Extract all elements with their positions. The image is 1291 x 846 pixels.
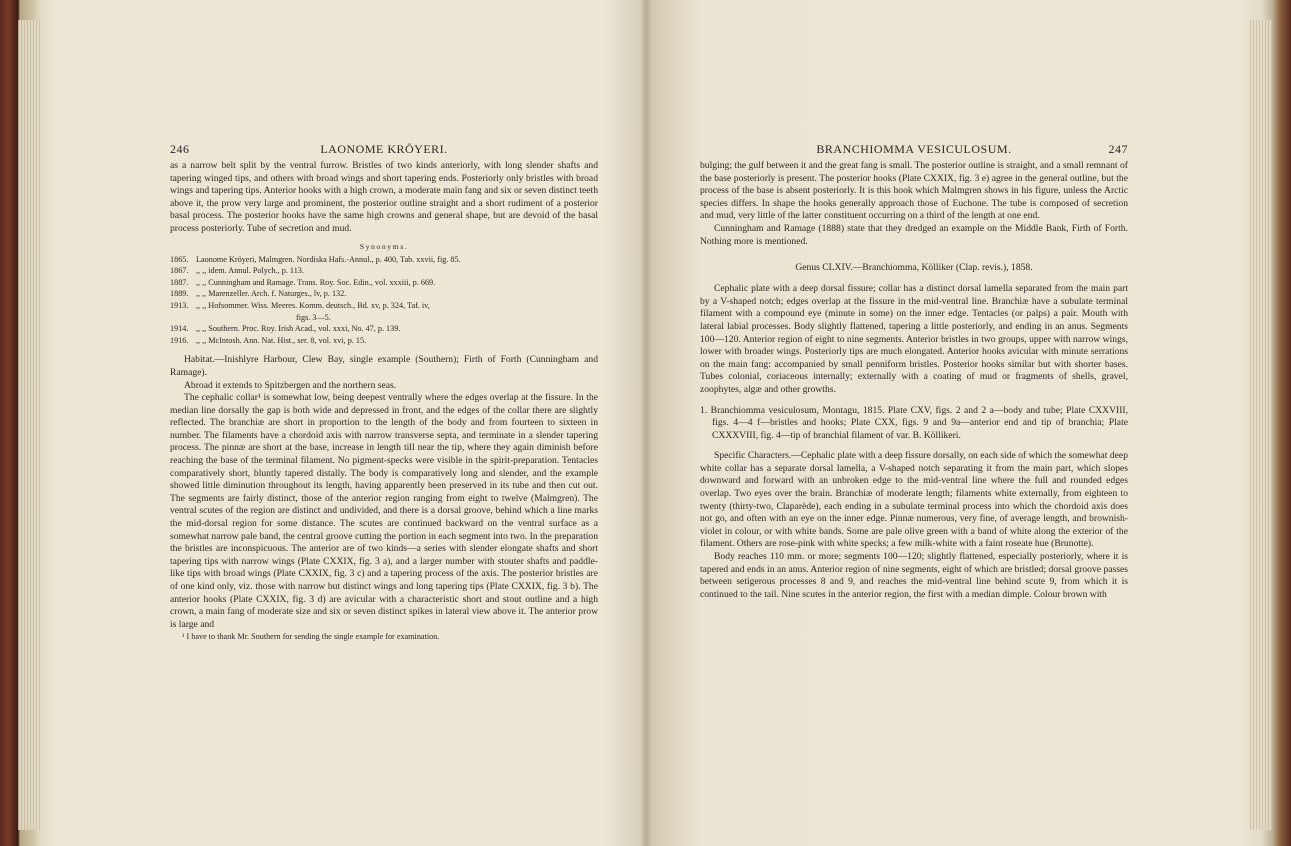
synonym-row: 1867. ,, ,, idem. Annul. Polych., p. 113. [170,266,304,276]
running-head: LAONOME KRÖYERI. [320,142,448,156]
synonym-row: 1914. ,, ,, Southern. Proc. Roy. Irish Acad., vol. xxxi, No. 47, p. 139. [170,324,401,334]
right-page-header [700,142,1128,160]
body-paragraph: Body reaches 110 mm. or more; segments 100—120; slightly flattened, especially posteriorly, where it is tapered and ends in an anus. Anterior region of nine segments, eight of which are bristled; dorsal groove passes between setigerous processes 8 and 9, and reaches the mid-ventral line behind scute 9, from which it is continued to the tail. Nine scutes in the anterior region, the first with a median dimple. Colour brown with [700,551,1128,600]
page-number: 247 [1108,142,1128,156]
specific-characters: Specific Characters.—Cephalic plate with a deep fissure dorsally, on each side of which the somewhat deep white collar has a separate dorsal lamella, a V-shaped notch separating it from the main part, which slopes downward and forward with an unbroken edge to the mid-ventral line where the full and rounded edges overlap. Two eyes over the brain. Branchiæ of moderate length; filaments white externally, from eighteen to twenty (thirty-two, Claparède), each ending in a subulate terminal process into which the chordoid axis does not go, and often with an eye on the inner edge. Pinnæ numerous, very fine, of average length, and brownish-violet in colour, or with white bands. Some are pale olive green with a band of white along the exterior of the filament. Others are rose-pink with white specks; a few milk-white with a faint roseate hue (Brunotte). [700,450,1128,550]
running-head: BRANCHIOMMA VESICULOSUM. [816,142,1012,156]
abroad-paragraph: Abroad it extends to Spitzbergen and the northern seas. [184,379,397,391]
synonyms-heading: Synonyms. [359,241,409,251]
species-reference: 1. Branchiomma vesiculosum, Montagu, 1815. Plate CXV, figs. 2 and 2 a—body and tube; Plate CXXVIII, figs. 4—4 f—bristles and hooks; Plate CXX, figs. 9 and 9a—anterior end and tip of branchia; Plate CXXXVIII, fig. 4—tip of branchial filament of var. B. Köllikeri. [700,404,1128,441]
synonym-row: 1865. Laonome Kröyeri, Malmgren. Nordiska Hafs.-Annul., p. 400, Tab. xxvii, fig. 85. [170,254,461,264]
description-paragraph: The cephalic collar¹ is somewhat low, being deepest ventrally where the edges overlap at the fissure. In the median line dorsally the gap is both wide and depressed in front, and the edges of the collar there are slightly reflected. The branchiæ are short in proportion to the length of the body and from fourteen to sixteen in number. The filaments have a chordoid axis with narrow transverse septa, and terminate in a slender tapering process. The pinnæ are short at the base, increase in length till near the tip, where they again diminish before reaching the base of the terminal filament. No pigment-specks were visible in the spirit-preparation. Tentacles comparatively short, bluntly tapered distally. The body is comparatively long and slender, and the example showed little diminution throughout its length, having apparently been preserved in its tube and then cut out. The segments are fairly distinct, those of the anterior region ranging from eight to twelve (Malmgren). The ventral scutes of the region are distinct and undivided, and there is a dorsal groove, behind which a line marks the mid-dorsal region for some distance. The scutes are continued backward on the ventral surface as a somewhat narrow pale band, the central groove cutting the portion in each segment into two. In the preparation the bristles are inconspicuous. The anterior are of two kinds—a series with slender elongate shafts and short tapering tips with narrow wings (Plate CXXIX, fig. 3 a), and a larger number with stouter shafts and paddle-like tips with broad wings (Plate CXXIX, fig. 3 c) and a tapering process of the axis. The posterior bristles are of one kind only, viz. those with narrow but distinct wings and long tapering tips (Plate CXXIX, fig. 3 b). The anterior hooks (Plate CXXIX, fig. 3 d) are avicular with a characteristic short and stout outline and a high crown, a main fang of moderate size and six or seven distinct spikes in lateral view above it. The anterior prow is large and [170,392,598,630]
page-number: 246 [170,142,190,156]
page-edges-left [18,20,40,830]
right-page [700,142,1128,601]
genus-heading: Genus CLXIV.—Branchiomma, Kölliker (Clap. revis.), 1858. [795,262,1033,274]
synonyms-list [170,254,598,347]
left-page [170,142,598,642]
synonym-row: 1889. ,, ,, Marenzeller. Arch. f. Naturges., lv, p. 132. [170,289,347,299]
record-paragraph: Cunningham and Ramage (1888) state that they dredged an example on the Middle Bank, Firth of Forth. Nothing more is mentioned. [700,222,1128,247]
synonym-row: 1916. ,, ,, McIntosh. Ann. Nat. Hist., ser. 8, vol. xvi, p. 15. [170,335,367,345]
left-page-header [170,142,598,160]
synonym-row: 1913. ,, ,, Hofsommer. Wiss. Meeres. Komm. deutsch., Bd. xv, p. 324, Taf. iv, [170,300,430,310]
habitat-paragraph: Habitat.—Inishlyre Harbour, Clew Bay, single example (Southern); Firth of Forth (Cunningham and Ramage). [170,354,598,378]
synonym-row: figs. 3—5. [296,312,331,322]
synonym-row: 1887. ,, ,, Cunningham and Ramage. Trans. Roy. Soc. Edin., vol. xxxiii, p. 669. [170,277,436,287]
genus-description: Cephalic plate with a deep dorsal fissure; collar has a distinct dorsal lamella separated from the main part by a V-shaped notch; edges overlap at the fissure in the mid-ventral line. Branchiæ have a subulate terminal filament with a compound eye (minute in some) on the inner edge. Tentacles (or palps) a pair. Mouth with lateral labial processes. Body slightly flattened, tapering a little posteriorly, and ending in an anus. Segments 100—120. Anterior region of eight to nine segments. Anterior bristles in two groups, upper with narrow wings, lower with broader wings. Posteriorly tips are much elongated. Anterior hooks avicular with minute serrations on the main fang: accompanied by small penniform bristles. Posterior hooks similar but with shorter bases. Tubes colonial, coriaceous internally; externally with a coating of mud or fragments of shells, gravel, zoophytes, algæ and other growths. [700,283,1128,395]
page-edges-right [1250,20,1272,830]
intro-paragraph: as a narrow belt split by the ventral furrow. Bristles of two kinds anteriorly, with long slender shafts and tapering winged tips, and others with broad wings and short tapering ends. Posteriorly only bristles with broad wings and tapering tips. Anterior hooks with a high crown, a moderate main fang and six or seven distinct teeth above it, the prow very large and prominent, the posterior outline straight and a short rudiment of a posterior basal process. The posterior hooks have the same high crowns and general shape, but are devoid of the basal process posteriorly. Tube of secretion and mud. [170,160,598,234]
footnote: ¹ I have to thank Mr. Southern for sending the single example for examination. [182,632,440,642]
continued-paragraph: bulging; the gulf between it and the great fang is small. The posterior outline is straight, and a small remnant of the base posteriorly is present. The posterior hooks (Plate CXXIX, fig. 3 e) agree in the general outline, but the process of the base is absent posteriorly. It is this hook which Malmgren shows in his figure, unless the Arctic species differs. In shape the hooks generally approach those of Euchone. The tube is composed of secretion and mud, very little of the latter constituent occurring on a third of the length at one end. [700,160,1128,222]
